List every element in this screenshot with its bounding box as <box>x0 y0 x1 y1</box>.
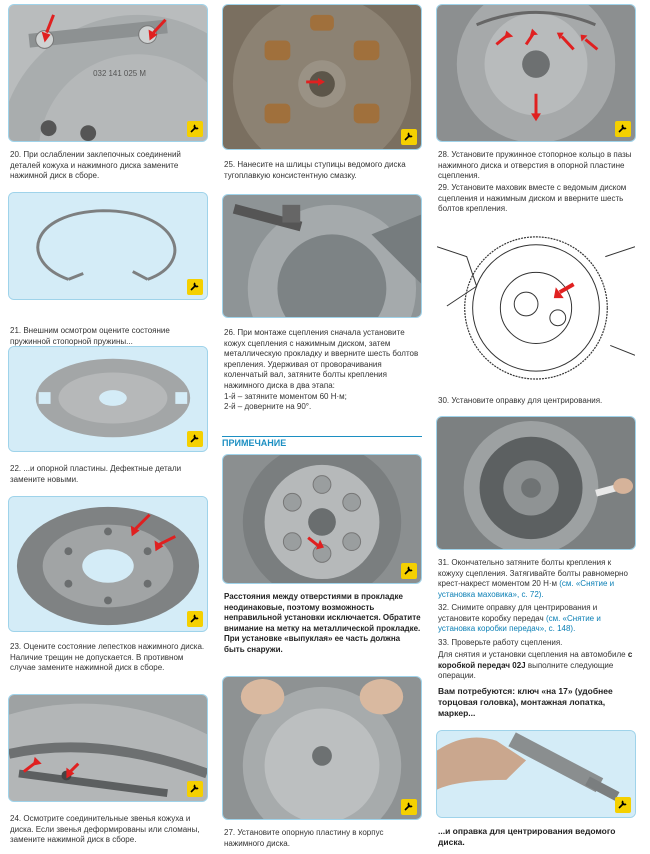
caption-29: 29. Установите маховик вместе с ведомым диском сцепления и нажимным диском и вверните шесть болтов крепления. <box>438 183 627 214</box>
paragraph-02j <box>438 650 636 682</box>
wrench-icon <box>189 783 201 795</box>
photo-24-connecting-links <box>8 694 208 802</box>
photo-27-support-plate-install <box>222 676 422 820</box>
paragraph-text: Для снятия и установки сцепления на автомобиле <box>438 650 628 659</box>
wrench-icon <box>403 131 415 143</box>
caption-26 <box>224 328 422 413</box>
photo-28-retaining-ring <box>436 4 636 142</box>
wrench-badge <box>187 611 203 627</box>
photo-26-cover-install <box>222 194 422 318</box>
wrench-icon <box>617 123 629 135</box>
drawing-30-flywheel <box>436 226 636 382</box>
note-text: Расстояния между отверстиями в прокладке неодинаковые, поэтому возможность неправильной установки исключается. Обратите внимание на метку на металлической прокладке. При установке «выпуклая» ее часть должна быть снаружи. <box>224 592 421 654</box>
tools-needed: Вам потребуются: ключ «на 17» (удобнее торцовая головка), монтажная лопатка, маркер... <box>438 686 613 718</box>
caption-32-text: 32. Снимите оправку для центрирования и установите коробку передач <box>438 603 598 623</box>
link-flywheel[interactable]: (см. «Снятие и установка маховика», с. 72). <box>438 579 615 599</box>
caption-26-line: 26. При монтаже сцепления сначала установите кожух сцепления с нажимным диском, затем металлическую прокладку и вверните шесть болтов крепления. Удерживая от проворачивания коленчатый вал, затяните болты крепления нажимного диска в два этапа: <box>224 328 419 390</box>
photo-20-clutch-cover <box>8 4 208 142</box>
column-left <box>8 0 208 854</box>
caption-22: 22. ...и опорной пластины. Дефектные детали замените новыми. <box>10 464 182 484</box>
caption-23: 23. Оцените состояние лепестков нажимного диска. Наличие трещин не допускается. В противном случае замените нажимной диск в сборе. <box>10 642 205 673</box>
photo-31-centering-tool <box>436 416 636 550</box>
caption-31-text: 31. Окончательно затяните болты крепления к кожуху сцепления. Затягивайте болты равномерно крест-накрест моментом 20 Н·м <box>438 558 628 589</box>
column-right <box>436 0 636 854</box>
wrench-badge <box>401 563 417 579</box>
caption-27: 27. Установите опорную пластину в корпус нажимного диска. <box>224 828 384 848</box>
caption-30: 30. Установите оправку для центрирования. <box>438 396 603 405</box>
photo-22-support-plate <box>8 346 208 452</box>
wrench-icon <box>189 123 201 135</box>
wrench-icon <box>189 433 201 445</box>
wrench-icon <box>617 799 629 811</box>
gearbox-model: с коробкой передач 02J <box>438 650 633 670</box>
note-title: ПРИМЕЧАНИЕ <box>222 436 422 449</box>
photo-marking-text: 032 141 025 M <box>93 68 146 78</box>
wrench-icon <box>403 801 415 813</box>
wrench-badge <box>615 797 631 813</box>
photo-note-gasket <box>222 454 422 584</box>
wrench-badge <box>401 799 417 815</box>
caption-32 <box>438 603 636 635</box>
wrench-badge <box>187 121 203 137</box>
wrench-badge <box>187 431 203 447</box>
photo-centering-mandrel <box>436 730 636 818</box>
photo-21-spring-ring <box>8 192 208 300</box>
caption-25: 25. Нанесите на шлицы ступицы ведомого диска тугоплавкую консистентную смазку. <box>224 160 406 180</box>
paragraph-text: выполните следующие операции. <box>438 660 614 681</box>
caption-24: 24. Осмотрите соединительные звенья кожуха и диска. Если звенья деформированы или сломаны, замените нажимной диск в сборе. <box>10 814 200 845</box>
wrench-icon <box>403 565 415 577</box>
caption-31 <box>438 558 636 600</box>
wrench-badge <box>615 121 631 137</box>
column-middle <box>222 0 422 854</box>
caption-20: 20. При ослаблении заклепочных соединений деталей кожуха и нажимного диска замените нажимной диск в сборе. <box>10 150 181 181</box>
caption-28: 28. Установите пружинное стопорное кольцо в пазы нажимного диска и отверстия в опорной пластине сцепления. <box>438 150 632 181</box>
wrench-icon <box>189 281 201 293</box>
wrench-badge <box>187 781 203 797</box>
photo-25-driven-disc <box>222 4 422 150</box>
mandrel-caption: ...и оправка для центрирования ведомого диска. <box>438 826 616 847</box>
wrench-badge <box>401 129 417 145</box>
caption-21: 21. Внешним осмотром оцените состояние пружинной стопорной пружины... <box>10 326 170 346</box>
caption-33: 33. Проверьте работу сцепления. <box>438 638 563 647</box>
caption-26-line: 1-й – затяните моментом 60 Н·м; <box>224 391 347 401</box>
photo-23-pressure-plate <box>8 496 208 632</box>
wrench-icon <box>189 613 201 625</box>
link-gearbox[interactable]: (см. «Снятие и установка коробки передач», с. 148). <box>438 613 601 634</box>
wrench-badge <box>187 279 203 295</box>
caption-26-line: 2-й – доверните на 90°. <box>224 402 312 412</box>
